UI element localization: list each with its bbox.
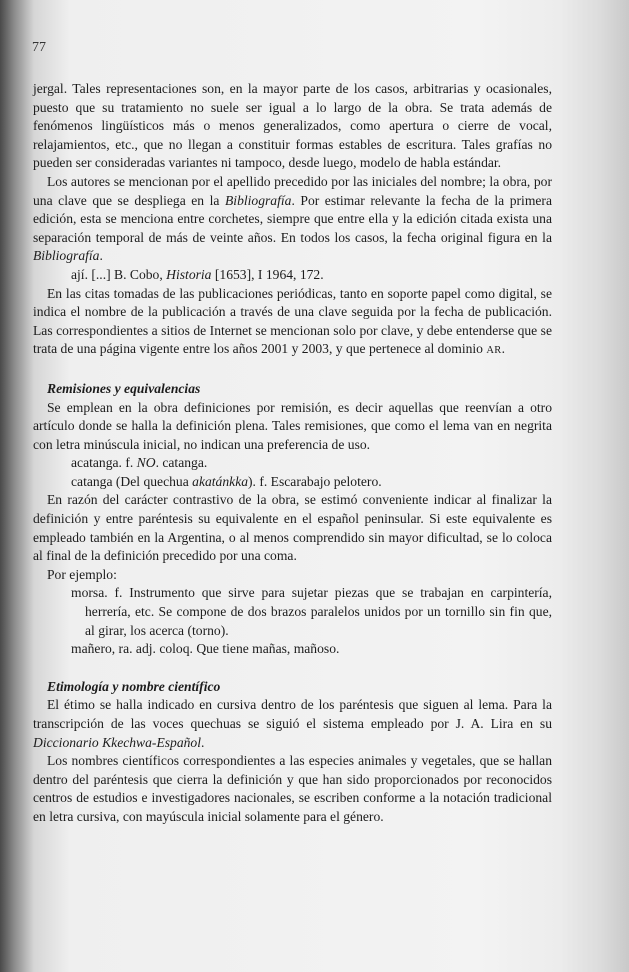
example-acatanga-b: . catanga. (155, 455, 208, 471)
example-catanga-b: ). f. Escarabajo pelotero. (248, 473, 382, 489)
paragraph-3-text-b: . (501, 341, 505, 357)
example-acatanga-italic: NO (136, 455, 156, 471)
paragraph-4: Se emplean en la obra definiciones por remisión, es decir aquellas que reenvían a otro artículo donde se halla la definición plena. Tales remisiones, que como el lema van en negrita con letra minúscula inicial, no indican una preferencia de uso. (33, 399, 552, 452)
paragraph-6: Por ejemplo: (47, 566, 117, 582)
example-morsa: morsa. f. Instrumento que sirve para sujetar piezas que se trabajan en carpintería, herrería, etc. Se compone de dos brazos paralelos unidos por un tornillo sin fin que, al girar, los acerca (torno). (71, 585, 552, 638)
paragraph-7 (33, 696, 552, 752)
section-heading-remisiones: Remisiones y equivalencias (47, 380, 201, 396)
paragraph-5: En razón del carácter contrastivo de la obra, se estimó conveniente indicar al finalizar la definición y entre paréntesis su equivalente en el español peninsular. Si este equivalente es empleado también en la Argentina, o al menos comprendido sin mayor dificultad, se lo coloca al final de la definición precedido por una coma. (33, 492, 552, 564)
section-heading-etimologia: Etimología y nombre científico (47, 678, 221, 694)
example-catanga-a: catanga (Del quechua (71, 473, 193, 489)
example-manero: mañero, ra. adj. coloq. Que tiene mañas, mañoso. (71, 641, 340, 657)
paragraph-2 (33, 173, 552, 266)
domain-smallcaps: AR (486, 345, 502, 357)
example-aji-b: [1653], I 1964, 172. (211, 266, 324, 282)
body-text (33, 80, 552, 827)
diccionario-title: Diccionario Kkechwa-Español (33, 734, 202, 750)
paragraph-7-text-b: . (201, 734, 205, 750)
bibliografia-ref-2: Bibliografía (33, 248, 100, 264)
example-acatanga (33, 454, 552, 473)
example-catanga-italic: akatánkka (192, 473, 249, 489)
paragraph-3-text-a: En las citas tomadas de las publicaciones periódicas, tanto en soporte papel como digital, se indica el nombre de la publicación a través de una clave seguida por la fecha de publicación. Las correspondientes a sitios de Internet se mencionan solo por clave, y debe entenderse que se trata de una página vigente entre los años 2001 y 2003, y que pertenece al dominio (33, 285, 552, 357)
bibliografia-ref-1: Bibliografía (224, 192, 292, 208)
example-aji-a: ají. [...] B. Cobo, (71, 266, 167, 282)
example-aji-italic: Historia (166, 266, 212, 282)
paragraph-8: Los nombres científicos correspondientes a las especies animales y vegetales, que se hallan dentro del paréntesis que cierra la definición y que han sido proporcionados por reconocidos centros de estudios e investigadores nacionales, se escriben conforme a la notación tradicional en letra cursiva, con mayúscula inicial solamente para el género. (33, 753, 552, 824)
paragraph-1: jergal. Tales representaciones son, en la mayor parte de los casos, arbitrarias y ocasionales, puesto que su tratamiento no suele ser igual a lo largo de la obra. Se trata además de fenómenos lingüísticos más o menos generalizados, como apertura o cierre de vocal, relajamientos, etc., que no llegan a constituir formas estables de escritura. Tales grafías no pueden ser consideradas variantes ni tampoco, desde luego, modelo de habla estándar. (33, 81, 552, 171)
page-number: 77 (32, 40, 46, 55)
paragraph-2-text-a: Los autores se mencionan por el apellido precedido por las iniciales del nombre; la obra, por una clave que se despliega en la (33, 173, 552, 208)
paragraph-2-text-c: . (99, 248, 103, 264)
example-aji (33, 266, 552, 285)
paragraph-2-text-b: . Por estimar relevante la fecha de la primera edición, esta se menciona entre corchetes, siempre que entre ella y la edición citada exista una separación temporal de más de veinte años. En todos los casos, la fecha original figura en la (33, 192, 552, 245)
paragraph-3 (33, 285, 552, 361)
example-catanga (33, 473, 552, 492)
example-acatanga-a: acatanga. f. (71, 455, 137, 471)
paragraph-7-text-a: El étimo se halla indicado en cursiva dentro de los paréntesis que siguen al lema. Para la transcripción de las voces quechuas se siguió el sistema empleado por J. A. Lira en su (33, 697, 552, 731)
